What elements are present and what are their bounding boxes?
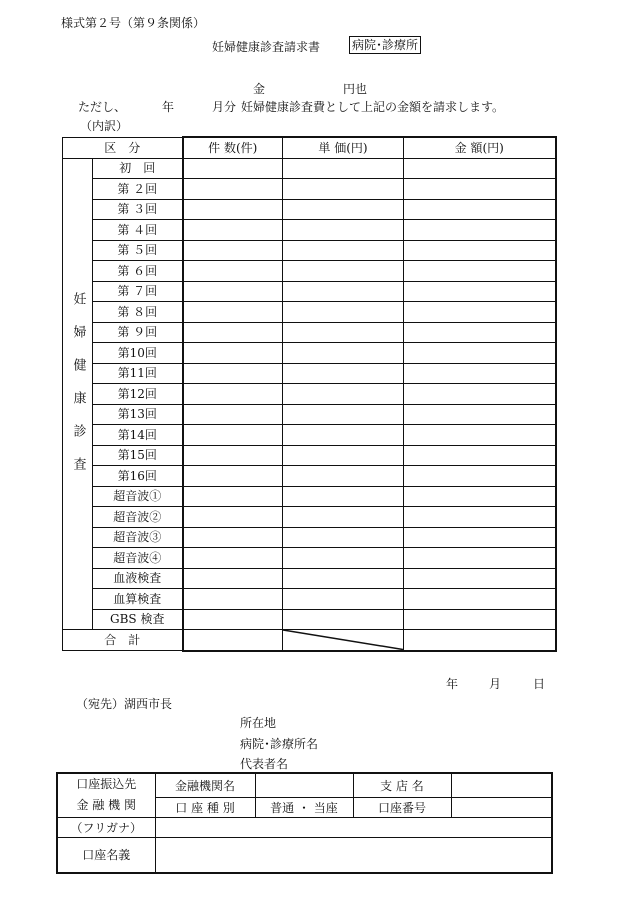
total-unit-cell	[283, 630, 404, 651]
count-cell[interactable]	[183, 445, 283, 466]
breakdown-label: （内訳）	[80, 119, 129, 133]
row-label: 超音波③	[93, 527, 183, 548]
count-cell[interactable]	[183, 281, 283, 302]
count-cell[interactable]	[183, 261, 283, 282]
furigana-label: （フリガナ）	[57, 817, 155, 837]
unit-price-cell[interactable]	[283, 220, 404, 241]
row-label: 超音波④	[93, 548, 183, 569]
amount-cell[interactable]	[404, 507, 556, 528]
count-cell[interactable]	[183, 548, 283, 569]
amount-cell[interactable]	[404, 486, 556, 507]
table-header-row	[63, 137, 556, 158]
amount-cell[interactable]	[404, 425, 556, 446]
count-cell[interactable]	[183, 466, 283, 487]
count-cell[interactable]	[183, 609, 283, 630]
unit-price-cell[interactable]	[283, 281, 404, 302]
statement-year: 年	[162, 100, 175, 114]
unit-price-cell[interactable]	[283, 179, 404, 200]
table-row	[63, 322, 556, 343]
amount-cell[interactable]	[404, 220, 556, 241]
amount-cell[interactable]	[404, 363, 556, 384]
table-row	[63, 589, 556, 610]
unit-price-cell[interactable]	[283, 466, 404, 487]
account-holder-label: 口座名義	[57, 837, 155, 873]
amount-cell[interactable]	[404, 240, 556, 261]
unit-price-cell[interactable]	[283, 568, 404, 589]
addressee: （宛先）湖西市長	[76, 697, 173, 711]
count-cell[interactable]	[183, 589, 283, 610]
statement-prefix: ただし、	[78, 100, 127, 114]
statement-body: 妊婦健康診査費として上記の金額を請求します。	[241, 100, 505, 114]
account-holder-field[interactable]	[155, 837, 552, 873]
amount-cell[interactable]	[404, 302, 556, 323]
count-cell[interactable]	[183, 404, 283, 425]
count-cell[interactable]	[183, 322, 283, 343]
representative-label: 代表者名	[240, 757, 289, 771]
col-unit: 単 価(円)	[283, 137, 404, 158]
amount-cell[interactable]	[404, 589, 556, 610]
group-label: 妊婦健康診査	[70, 292, 86, 491]
count-cell[interactable]	[183, 158, 283, 179]
row-label: 第15回	[93, 445, 183, 466]
row-label: 第 ５回	[93, 240, 183, 261]
furigana-field[interactable]	[155, 817, 552, 837]
unit-price-cell[interactable]	[283, 199, 404, 220]
bank-name-field[interactable]	[255, 773, 353, 797]
date-year: 年	[446, 677, 459, 691]
count-cell[interactable]	[183, 425, 283, 446]
row-label: 第 ７回	[93, 281, 183, 302]
account-number-label: 口座番号	[353, 797, 451, 817]
breakdown-table	[62, 136, 557, 652]
table-row	[63, 220, 556, 241]
transfer-label: 口座振込先	[76, 777, 137, 792]
facility-name-label: 病院･診療所名	[240, 737, 319, 751]
unit-price-cell[interactable]	[283, 240, 404, 261]
count-cell[interactable]	[183, 343, 283, 364]
date-day: 日	[533, 677, 546, 691]
unit-price-cell[interactable]	[283, 261, 404, 282]
table-row	[63, 343, 556, 364]
account-number-field[interactable]	[451, 797, 552, 817]
branch-label: 支 店 名	[353, 773, 451, 797]
diagonal-strike	[283, 630, 403, 650]
row-label: 第12回	[93, 384, 183, 405]
row-label: 第13回	[93, 404, 183, 425]
date-month: 月	[489, 677, 502, 691]
unit-price-cell[interactable]	[283, 363, 404, 384]
transfer-label-cell	[57, 773, 155, 817]
bank-row-3	[57, 817, 552, 837]
unit-price-cell[interactable]	[283, 445, 404, 466]
table-row	[63, 199, 556, 220]
row-label: 血算検査	[93, 589, 183, 610]
table-row	[63, 240, 556, 261]
row-label: 第16回	[93, 466, 183, 487]
table-row	[63, 507, 556, 528]
amount-cell[interactable]	[404, 568, 556, 589]
amount-yen: 円也	[343, 82, 368, 96]
row-label: 第 ９回	[93, 322, 183, 343]
unit-price-cell[interactable]	[283, 548, 404, 569]
table-row	[63, 281, 556, 302]
table-row	[63, 261, 556, 282]
count-cell[interactable]	[183, 199, 283, 220]
table-row	[63, 568, 556, 589]
row-label: 血液検査	[93, 568, 183, 589]
table-row	[63, 527, 556, 548]
amount-cell[interactable]	[404, 179, 556, 200]
col-count: 件 数(件)	[183, 137, 283, 158]
table-row	[63, 486, 556, 507]
total-amount-cell[interactable]	[404, 630, 556, 651]
amount-cell[interactable]	[404, 527, 556, 548]
row-label: 初 回	[93, 158, 183, 179]
row-label: 第14回	[93, 425, 183, 446]
amount-cell[interactable]	[404, 261, 556, 282]
unit-price-cell[interactable]	[283, 527, 404, 548]
bank-name-label: 金融機関名	[155, 773, 255, 797]
table-row	[63, 548, 556, 569]
count-cell[interactable]	[183, 220, 283, 241]
row-label: 超音波②	[93, 507, 183, 528]
unit-price-cell[interactable]	[283, 158, 404, 179]
table-row	[63, 466, 556, 487]
document-title: 妊婦健康診査請求書	[212, 40, 321, 54]
facility-type-box: 病院･診療所	[349, 36, 421, 54]
address-label: 所在地	[240, 716, 277, 730]
amount-cell[interactable]	[404, 281, 556, 302]
amount-cell[interactable]	[404, 548, 556, 569]
count-cell[interactable]	[183, 568, 283, 589]
row-label: GBS 検査	[93, 609, 183, 630]
row-label: 第 ３回	[93, 199, 183, 220]
unit-price-cell[interactable]	[283, 404, 404, 425]
unit-price-cell[interactable]	[283, 384, 404, 405]
row-label: 第 ６回	[93, 261, 183, 282]
count-cell[interactable]	[183, 302, 283, 323]
institution-label: 金 融 機 関	[76, 798, 136, 813]
unit-price-cell[interactable]	[283, 343, 404, 364]
amount-cell[interactable]	[404, 466, 556, 487]
amount-cell[interactable]	[404, 158, 556, 179]
branch-field[interactable]	[451, 773, 552, 797]
unit-price-cell[interactable]	[283, 322, 404, 343]
total-label: 合 計	[63, 630, 183, 651]
unit-price-cell[interactable]	[283, 486, 404, 507]
count-cell[interactable]	[183, 363, 283, 384]
table-row	[63, 445, 556, 466]
table-row	[63, 302, 556, 323]
table-row	[63, 404, 556, 425]
table-row	[63, 158, 556, 179]
count-cell[interactable]	[183, 179, 283, 200]
account-type-label: 口 座 種 別	[155, 797, 255, 817]
unit-price-cell[interactable]	[283, 589, 404, 610]
count-cell[interactable]	[183, 486, 283, 507]
unit-price-cell[interactable]	[283, 425, 404, 446]
row-label: 第10回	[93, 343, 183, 364]
col-amount: 金 額(円)	[404, 137, 556, 158]
table-row	[63, 425, 556, 446]
bank-account-table	[56, 772, 553, 874]
row-label: 第11回	[93, 363, 183, 384]
group-label-cell	[63, 158, 93, 630]
row-label: 第 ４回	[93, 220, 183, 241]
account-type-options[interactable]: 普通 ・ 当座	[255, 797, 353, 817]
table-row	[63, 384, 556, 405]
count-cell[interactable]	[183, 240, 283, 261]
unit-price-cell[interactable]	[283, 302, 404, 323]
table-row	[63, 609, 556, 630]
table-row	[63, 363, 556, 384]
bank-row-4	[57, 837, 552, 873]
amount-cell[interactable]	[404, 322, 556, 343]
amount-kin: 金	[253, 82, 266, 96]
statement-month: 月分	[212, 100, 237, 114]
row-label: 第 ８回	[93, 302, 183, 323]
total-count-cell[interactable]	[183, 630, 283, 651]
row-label: 第 ２回	[93, 179, 183, 200]
col-category: 区 分	[63, 137, 183, 158]
form-number: 様式第２号（第９条関係）	[61, 16, 206, 30]
total-row	[63, 630, 556, 651]
count-cell[interactable]	[183, 384, 283, 405]
count-cell[interactable]	[183, 527, 283, 548]
row-label: 超音波①	[93, 486, 183, 507]
unit-price-cell[interactable]	[283, 507, 404, 528]
amount-cell[interactable]	[404, 445, 556, 466]
amount-cell[interactable]	[404, 384, 556, 405]
unit-price-cell[interactable]	[283, 609, 404, 630]
table-row	[63, 179, 556, 200]
bank-row-1	[57, 773, 552, 797]
amount-cell[interactable]	[404, 609, 556, 630]
count-cell[interactable]	[183, 507, 283, 528]
amount-cell[interactable]	[404, 199, 556, 220]
amount-cell[interactable]	[404, 343, 556, 364]
amount-cell[interactable]	[404, 404, 556, 425]
